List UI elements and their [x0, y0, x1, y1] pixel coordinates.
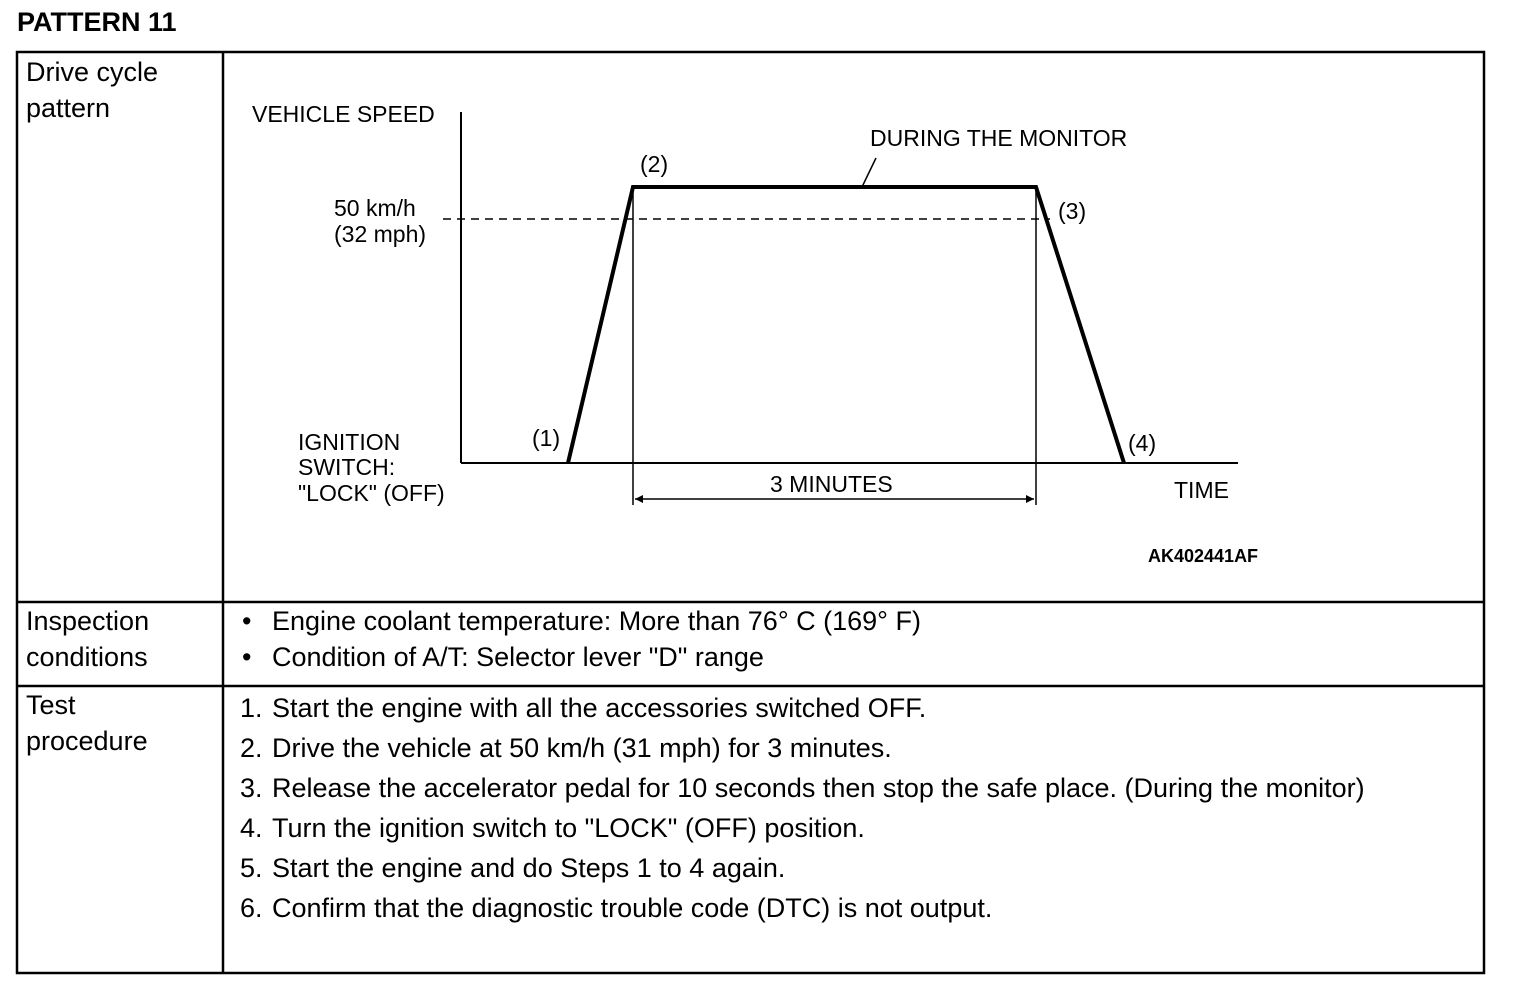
inspection-conditions-label — [26, 603, 149, 675]
label-line: procedure — [26, 726, 148, 756]
ignition-label-line1: IGNITION — [298, 429, 401, 455]
list-item — [240, 810, 1440, 846]
inspection-conditions-list — [240, 603, 921, 675]
label-line: Drive cycle — [26, 57, 159, 87]
list-item — [240, 770, 1440, 806]
point-4-label: (4) — [1128, 430, 1157, 456]
duration-label: 3 MINUTES — [770, 471, 893, 497]
step-text: Confirm that the diagnostic trouble code (DTC) is not output. — [272, 893, 993, 923]
y-axis-label: VEHICLE SPEED — [252, 101, 435, 127]
step-number: 2. — [240, 733, 263, 763]
step-number: 5. — [240, 853, 263, 883]
speed-profile-line — [568, 187, 1124, 463]
label-line: pattern — [26, 93, 111, 123]
figure-code: AK402441AF — [1148, 546, 1259, 566]
list-item — [240, 850, 1440, 886]
step-text: Turn the ignition switch to "LOCK" (OFF) position. — [272, 813, 865, 843]
list-item — [240, 890, 1440, 926]
x-axis-label: TIME — [1174, 477, 1229, 503]
point-3-label: (3) — [1058, 198, 1087, 224]
step-text: Start the engine with all the accessories switched OFF. — [272, 693, 927, 723]
list-item: • Condition of A/T: Selector lever "D" range — [240, 639, 921, 675]
monitor-label: DURING THE MONITOR — [870, 125, 1128, 151]
ignition-label-line3: "LOCK" (OFF) — [298, 480, 445, 506]
page-title: PATTERN 11 — [17, 7, 177, 37]
list-item: • Engine coolant temperature: More than 76° C (169° F) — [240, 603, 921, 639]
step-number: 3. — [240, 773, 263, 803]
list-item — [240, 730, 1440, 766]
label-line: Test — [26, 690, 76, 720]
label-line: Inspection — [26, 606, 150, 636]
step-number: 1. — [240, 693, 263, 723]
speed-label-mph: (32 mph) — [334, 221, 427, 247]
step-number: 6. — [240, 893, 263, 923]
ignition-label-line2: SWITCH: — [298, 454, 396, 480]
speed-label-kmh: 50 km/h — [334, 195, 416, 221]
test-procedure-label — [26, 687, 148, 759]
step-text: Release the accelerator pedal for 10 seconds then stop the safe place. (During the monitor) — [272, 773, 1365, 803]
step-text: Drive the vehicle at 50 km/h (31 mph) for 3 minutes. — [272, 733, 892, 763]
step-number: 4. — [240, 813, 263, 843]
monitor-leader-line — [862, 158, 876, 187]
list-item — [240, 690, 1440, 726]
step-text: Start the engine and do Steps 1 to 4 again. — [272, 853, 786, 883]
point-2-label: (2) — [640, 151, 669, 177]
point-1-label: (1) — [532, 425, 561, 451]
test-procedure-list — [240, 690, 1440, 930]
label-line: conditions — [26, 642, 148, 672]
